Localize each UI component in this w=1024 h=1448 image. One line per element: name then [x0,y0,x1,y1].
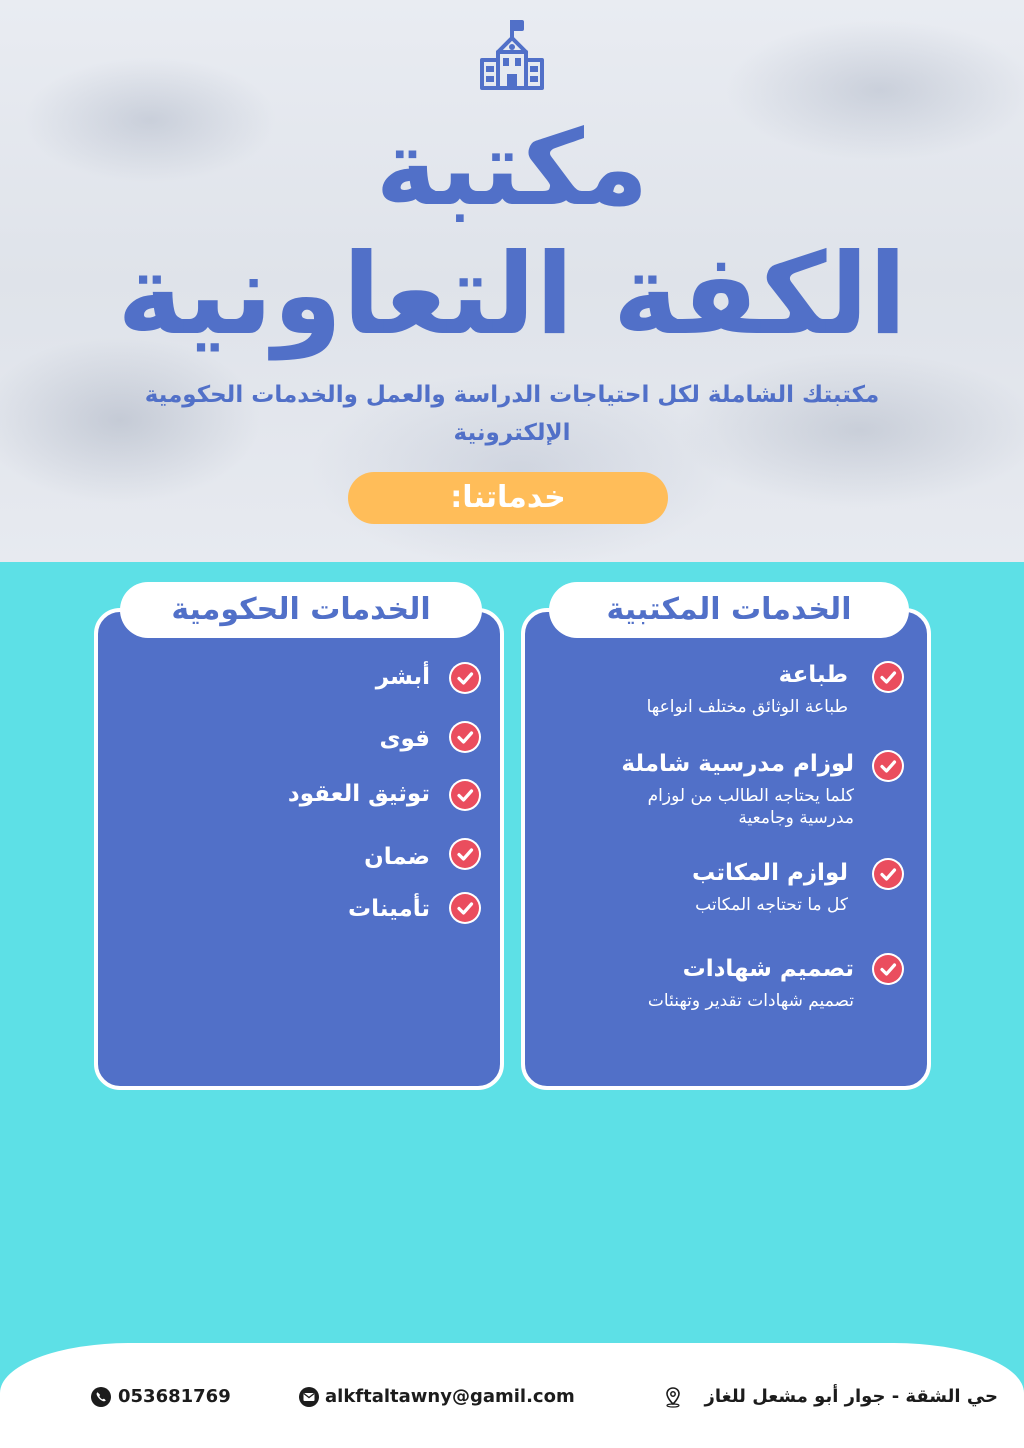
list-item [348,894,430,924]
check-icon [872,953,904,985]
check-icon [872,750,904,782]
check-icon [449,892,481,924]
gov-services-card [94,608,504,1090]
item-label: لوزام مدرسية شاملة [621,751,854,777]
item-description: كل ما تحتاجه المكاتب [695,895,848,915]
list-item [578,858,848,916]
phone-icon [90,1386,112,1408]
list-item [594,749,854,829]
item-label: تصميم شهادات [682,956,854,982]
school-building-icon [478,18,546,92]
page-title-line-1: مكتبة [375,107,649,229]
email-icon [298,1386,320,1408]
email-address[interactable]: alkftaltawny@gamil.com [325,1386,575,1407]
hero-section [0,0,1024,562]
check-icon [872,661,904,693]
list-item [364,842,430,872]
check-icon [449,662,481,694]
office-services-title: الخدمات المكتبية [549,582,909,638]
check-icon [449,838,481,870]
check-icon [449,721,481,753]
list-item [379,724,430,754]
tagline: مكتبتك الشاملة لكل احتياجات الدراسة والعمل والخدمات الحكومية الإلكترونية [144,382,880,446]
item-description: كلما يحتاجه الطالب من لوزام مدرسية وجامعية [647,786,854,828]
location-pin-icon [662,1386,684,1408]
item-label: أبشر [375,664,430,690]
item-label: تأمينات [347,896,430,922]
services-heading-pill: خدماتنا: [348,472,668,524]
list-item [376,662,430,692]
item-label: قوى [379,726,430,752]
list-item [578,660,848,718]
item-label: توثيق العقود [287,781,430,807]
list-item [574,954,854,1012]
item-description: تصميم شهادات تقدير وتهنئات [647,991,854,1011]
gov-services-title: الخدمات الحكومية [120,582,482,638]
check-icon [872,858,904,890]
list-item [288,779,430,809]
check-icon [449,779,481,811]
item-label: ضمان [364,844,430,870]
address: حي الشقة - جوار أبو مشعل للغاز [704,1386,998,1407]
item-label: لوازم المكاتب [692,860,848,886]
page-title-line-2: الكفة التعاونية [117,230,907,360]
item-label: طباعة [778,662,848,688]
item-description: طباعة الوثائق مختلف انواعها [646,697,848,717]
phone-number[interactable]: 053681769 [118,1386,231,1407]
